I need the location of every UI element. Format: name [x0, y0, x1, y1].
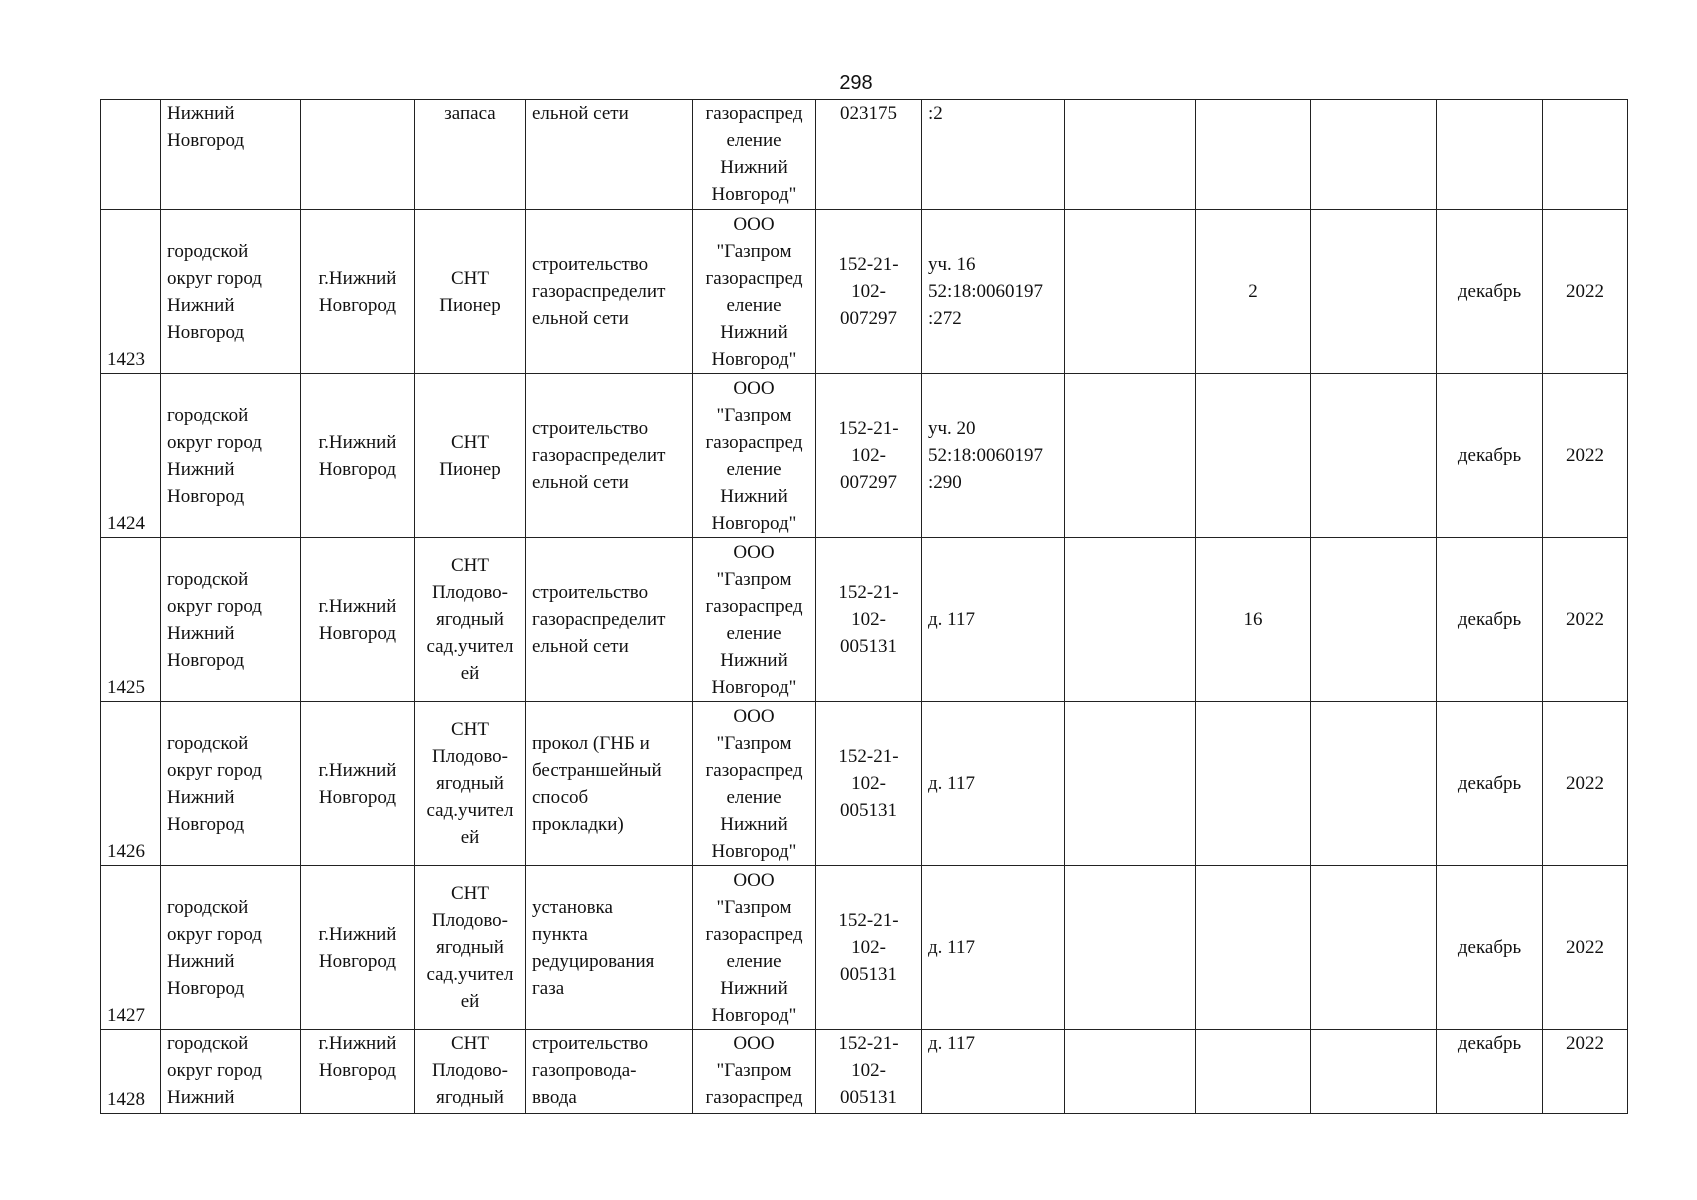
organization-cell-text: ООО "Газпром газораспред еление Нижний Новгород"	[705, 869, 803, 1026]
row-number-cell-text: 1425	[107, 677, 145, 698]
district-cell-text: городской округ город Нижний	[167, 1033, 262, 1108]
row-number-cell	[101, 100, 161, 210]
empty-cell	[1311, 374, 1437, 538]
address-cell-text: :2	[928, 103, 943, 124]
month-cell	[1437, 866, 1543, 1030]
address-cell	[922, 374, 1065, 538]
work-type-cell	[526, 100, 693, 210]
organization-cell-text: ООО "Газпром газораспред еление Нижний Новгород"	[705, 705, 803, 862]
address-cell-text: д. 117	[928, 937, 975, 958]
month-cell-text: декабрь	[1457, 445, 1522, 466]
month-cell	[1437, 538, 1543, 702]
year-cell	[1543, 100, 1628, 210]
settlement-cell	[301, 100, 415, 210]
work-type-cell-text: строительство газораспределит ельной сети	[532, 582, 666, 657]
address-cell	[922, 538, 1065, 702]
work-type-cell-text: установка пункта редуцирования газа	[532, 896, 655, 999]
district-cell	[161, 210, 301, 374]
work-type-cell-text: ельной сети	[532, 103, 629, 124]
object-cell	[415, 100, 526, 210]
contract-number-cell-text: 152-21- 102- 005131	[838, 582, 899, 657]
object-cell	[415, 866, 526, 1030]
empty-cell	[1065, 374, 1196, 538]
district-cell-text: городской округ город Нижний Новгород	[167, 896, 262, 999]
work-type-cell	[526, 374, 693, 538]
year-cell	[1543, 1030, 1628, 1114]
address-cell	[922, 100, 1065, 210]
contract-number-cell-text: 152-21- 102- 007297	[838, 418, 899, 493]
table-row	[101, 100, 1628, 210]
table-row	[101, 702, 1628, 866]
row-number-cell	[101, 702, 161, 866]
object-cell-text: СНТ Плодово- ягодный сад.учител ей	[426, 883, 514, 1012]
object-cell-text: СНТ Плодово- ягодный сад.учител ей	[426, 719, 514, 848]
settlement-cell-text: г.Нижний Новгород	[318, 595, 397, 644]
district-cell	[161, 1030, 301, 1114]
organization-cell-text: ООО "Газпром газораспред еление Нижний Новгород"	[705, 213, 803, 370]
district-cell-text: городской округ город Нижний Новгород	[167, 404, 262, 507]
district-cell	[161, 374, 301, 538]
settlement-cell	[301, 1030, 415, 1114]
row-number-cell	[101, 374, 161, 538]
district-cell	[161, 702, 301, 866]
month-cell-text: декабрь	[1457, 773, 1522, 794]
object-cell-text: СНТ Пионер	[439, 267, 501, 316]
work-type-cell	[526, 702, 693, 866]
contract-number-cell	[816, 866, 922, 1030]
work-type-cell	[526, 1030, 693, 1114]
row-number-cell-text: 1423	[107, 349, 145, 370]
empty-cell	[1311, 210, 1437, 374]
year-cell-text: 2022	[1566, 937, 1604, 958]
work-type-cell	[526, 210, 693, 374]
month-cell	[1437, 210, 1543, 374]
month-cell	[1437, 374, 1543, 538]
row-number-cell	[101, 538, 161, 702]
organization-cell-text: ООО "Газпром газораспред еление Нижний Новгород"	[705, 377, 803, 534]
quantity-cell	[1196, 374, 1311, 538]
object-cell	[415, 1030, 526, 1114]
quantity-cell	[1196, 210, 1311, 374]
object-cell-text: СНТ Пионер	[439, 431, 501, 480]
settlement-cell-text: г.Нижний Новгород	[318, 431, 397, 480]
organization-cell-text: газораспред еление Нижний Новгород"	[705, 103, 803, 205]
row-number-cell-text: 1426	[107, 841, 145, 862]
address-cell-text: д. 117	[928, 773, 975, 794]
work-type-cell-text: строительство газораспределит ельной сети	[532, 254, 666, 329]
contract-number-cell	[816, 374, 922, 538]
empty-cell	[1065, 702, 1196, 866]
settlement-cell	[301, 866, 415, 1030]
month-cell-text: декабрь	[1457, 281, 1522, 302]
month-cell-text: декабрь	[1457, 609, 1522, 630]
row-number-cell-text: 1424	[107, 513, 145, 534]
page-number: 298	[839, 72, 873, 94]
empty-cell	[1065, 210, 1196, 374]
district-cell	[161, 866, 301, 1030]
settlement-cell-text: г.Нижний Новгород	[318, 1033, 397, 1081]
quantity-cell	[1196, 1030, 1311, 1114]
object-cell	[415, 702, 526, 866]
quantity-cell	[1196, 100, 1311, 210]
settlement-cell	[301, 702, 415, 866]
address-cell	[922, 866, 1065, 1030]
object-cell-text: СНТ Плодово- ягодный	[432, 1033, 508, 1108]
district-cell	[161, 100, 301, 210]
address-cell-text: д. 117	[928, 609, 975, 630]
row-number-cell-text: 1428	[107, 1089, 145, 1110]
object-cell-text: СНТ Плодово- ягодный сад.учител ей	[426, 555, 514, 684]
object-cell-text: запаса	[444, 103, 496, 124]
quantity-cell	[1196, 866, 1311, 1030]
contract-number-cell	[816, 1030, 922, 1114]
contract-number-cell-text: 152-21- 102- 005131	[838, 746, 899, 821]
organization-cell	[693, 374, 816, 538]
quantity-cell-text: 16	[1243, 609, 1263, 630]
table-body	[101, 100, 1628, 1114]
month-cell	[1437, 702, 1543, 866]
year-cell	[1543, 374, 1628, 538]
object-cell	[415, 538, 526, 702]
work-type-cell	[526, 866, 693, 1030]
year-cell	[1543, 210, 1628, 374]
table-row	[101, 538, 1628, 702]
organization-cell	[693, 100, 816, 210]
table-row	[101, 374, 1628, 538]
year-cell-text: 2022	[1566, 445, 1604, 466]
district-cell-text: городской округ город Нижний Новгород	[167, 568, 262, 671]
address-cell	[922, 702, 1065, 866]
row-number-cell	[101, 1030, 161, 1114]
quantity-cell	[1196, 702, 1311, 866]
district-cell-text: Нижний Новгород	[167, 103, 245, 151]
work-type-cell-text: строительство газопровода- ввода	[532, 1033, 649, 1108]
organization-cell	[693, 1030, 816, 1114]
month-cell-text: декабрь	[1457, 937, 1522, 958]
contract-number-cell	[816, 210, 922, 374]
address-cell-text: уч. 16 52:18:0060197 :272	[928, 254, 1044, 329]
month-cell	[1437, 100, 1543, 210]
month-cell-text: декабрь	[1457, 1033, 1522, 1054]
year-cell	[1543, 702, 1628, 866]
table-row	[101, 210, 1628, 374]
row-number-cell-text: 1427	[107, 1005, 145, 1026]
contract-number-cell-text: 152-21- 102- 005131	[838, 1033, 899, 1108]
object-cell	[415, 374, 526, 538]
address-cell-text: д. 117	[928, 1033, 975, 1054]
settlement-cell	[301, 538, 415, 702]
contract-number-cell-text: 023175	[840, 103, 897, 124]
settlement-cell-text: г.Нижний Новгород	[318, 759, 397, 808]
year-cell-text: 2022	[1566, 773, 1604, 794]
settlement-cell-text: г.Нижний Новгород	[318, 267, 397, 316]
table-row	[101, 866, 1628, 1030]
empty-cell	[1311, 1030, 1437, 1114]
settlement-cell	[301, 374, 415, 538]
year-cell	[1543, 866, 1628, 1030]
contract-number-cell	[816, 100, 922, 210]
address-cell	[922, 1030, 1065, 1114]
empty-cell	[1065, 100, 1196, 210]
table-row	[101, 1030, 1628, 1114]
quantity-cell-text: 2	[1248, 281, 1258, 302]
organization-cell-text: ООО "Газпром газораспред	[705, 1033, 803, 1108]
district-cell-text: городской округ город Нижний Новгород	[167, 732, 262, 835]
quantity-cell	[1196, 538, 1311, 702]
empty-cell	[1311, 866, 1437, 1030]
year-cell-text: 2022	[1566, 1033, 1604, 1054]
empty-cell	[1311, 702, 1437, 866]
empty-cell	[1311, 100, 1437, 210]
organization-cell-text: ООО "Газпром газораспред еление Нижний Новгород"	[705, 541, 803, 698]
contract-number-cell-text: 152-21- 102- 005131	[838, 910, 899, 985]
district-cell-text: городской округ город Нижний Новгород	[167, 240, 262, 343]
work-type-cell-text: строительство газораспределит ельной сети	[532, 418, 666, 493]
organization-cell	[693, 702, 816, 866]
organization-cell	[693, 538, 816, 702]
contract-number-cell-text: 152-21- 102- 007297	[838, 254, 899, 329]
year-cell-text: 2022	[1566, 609, 1604, 630]
row-number-cell	[101, 866, 161, 1030]
work-type-cell-text: прокол (ГНБ и бестраншейный способ прокладки)	[532, 732, 662, 835]
empty-cell	[1065, 1030, 1196, 1114]
address-cell-text: уч. 20 52:18:0060197 :290	[928, 418, 1044, 493]
empty-cell	[1065, 866, 1196, 1030]
settlement-cell-text: г.Нижний Новгород	[318, 923, 397, 972]
organization-cell	[693, 210, 816, 374]
settlement-cell	[301, 210, 415, 374]
empty-cell	[1065, 538, 1196, 702]
object-cell	[415, 210, 526, 374]
empty-cell	[1311, 538, 1437, 702]
address-cell	[922, 210, 1065, 374]
contract-number-cell	[816, 702, 922, 866]
year-cell	[1543, 538, 1628, 702]
year-cell-text: 2022	[1566, 281, 1604, 302]
gasification-table	[100, 99, 1628, 1114]
district-cell	[161, 538, 301, 702]
contract-number-cell	[816, 538, 922, 702]
row-number-cell	[101, 210, 161, 374]
organization-cell	[693, 866, 816, 1030]
work-type-cell	[526, 538, 693, 702]
month-cell	[1437, 1030, 1543, 1114]
